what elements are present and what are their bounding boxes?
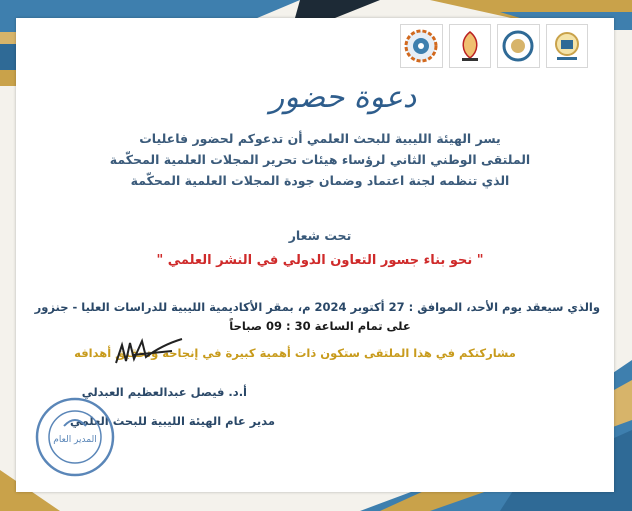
logo-row bbox=[400, 24, 588, 74]
invitation-line-1: يسر الهيئة الليبية للبحث العلمي أن تدعوكم لحضور فاعليات bbox=[139, 131, 501, 146]
event-details bbox=[34, 298, 600, 333]
gear-logo-icon bbox=[400, 24, 443, 68]
event-date-line: والذي سيعقد يوم الأحد، الموافق : 27 أكتوبر 2024 م، بمقر الأكاديمية الليبية للدراسات العليا - جنزور bbox=[34, 300, 600, 314]
authority-logo-icon bbox=[497, 24, 540, 68]
slogan-block bbox=[40, 228, 600, 268]
slogan-text: " نحو بناء جسور التعاون الدولي في النشر العلمي " bbox=[156, 253, 484, 268]
invitation-line-3: الذي تنظمه لجنة اعتماد وضمان جودة المجلات العلمية المحكّمة bbox=[130, 173, 510, 188]
invitation-heading: دعوة حضور bbox=[269, 80, 417, 115]
invitation-line-2: الملتقى الوطني الثاني لرؤساء هيئات تحرير المجلات العلمية المحكّمة bbox=[109, 152, 531, 167]
signatory-title: مدير عام الهيئة الليبية للبحث العلمي bbox=[69, 414, 275, 428]
signatory-name: أ.د. فيصل عبدالعظيم العبدلي bbox=[81, 385, 247, 399]
official-stamp bbox=[34, 396, 116, 478]
committee-logo-icon bbox=[546, 24, 589, 68]
slogan-label: تحت شعار bbox=[288, 228, 352, 243]
stamp-text: المدير العام bbox=[53, 435, 97, 445]
signature-mark bbox=[112, 335, 192, 371]
event-time-line: على تمام الساعة 30 : 09 صباحاً bbox=[229, 319, 411, 333]
closing-line: مشاركتكم في هذا الملتقى ستكون ذات أهمية كبيرة في إنجاحه وتحقيق أهدافه bbox=[74, 346, 516, 360]
academy-logo-icon bbox=[449, 24, 492, 68]
invitation-text bbox=[40, 128, 600, 191]
